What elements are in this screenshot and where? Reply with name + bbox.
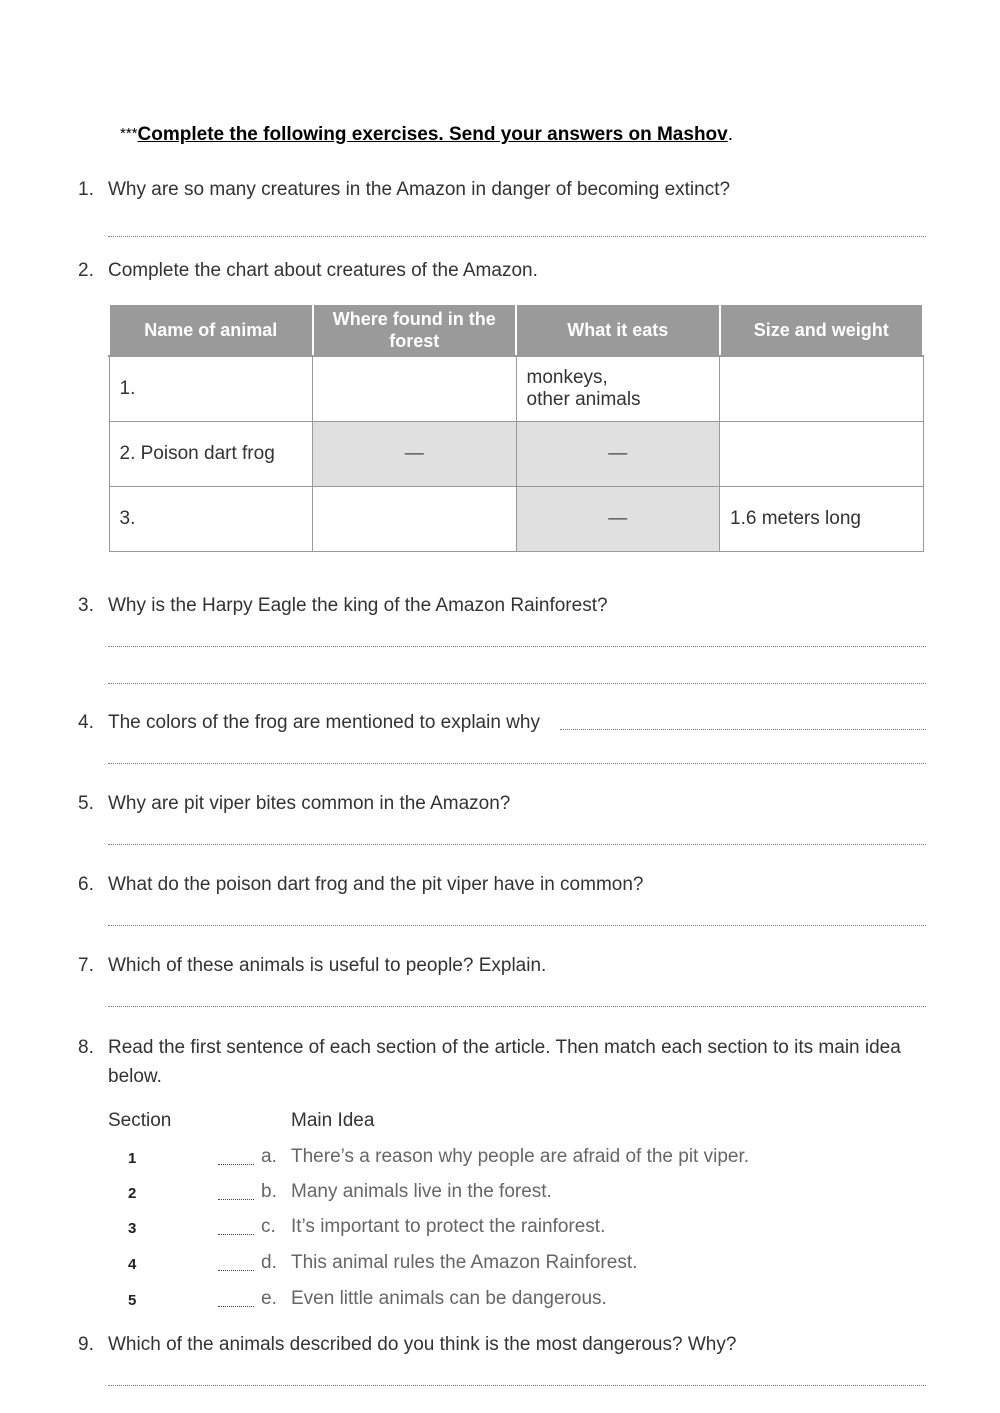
question-9 bbox=[78, 1334, 736, 1356]
question-8-text-line1: Read the first sentence of each section of the article. Then match each section to its main idea bbox=[108, 1037, 901, 1058]
question-1-text: Why are so many creatures in the Amazon in danger of becoming extinct? bbox=[108, 179, 731, 200]
question-9-number: 9. bbox=[78, 1334, 94, 1355]
chart-row-3 bbox=[109, 487, 923, 552]
instruction-stars: *** bbox=[120, 125, 138, 142]
chart-cell-eats bbox=[516, 356, 720, 422]
chart-cell-where[interactable] bbox=[313, 487, 517, 552]
match-row bbox=[108, 1252, 928, 1282]
match-row bbox=[108, 1181, 928, 1211]
question-4 bbox=[78, 712, 540, 734]
answer-line-q1[interactable] bbox=[108, 236, 926, 237]
chart-row-1 bbox=[109, 356, 923, 422]
question-9-text: Which of the animals described do you think is the most dangerous? Why? bbox=[108, 1334, 737, 1355]
answer-line-q4-a[interactable] bbox=[560, 729, 926, 730]
match-letter: c. bbox=[261, 1216, 276, 1237]
chart-cell-eats: — bbox=[516, 422, 720, 487]
answer-line-q3-a[interactable] bbox=[108, 646, 926, 647]
match-answer-blank[interactable] bbox=[218, 1256, 254, 1271]
chart-header-eats: What it eats bbox=[516, 304, 720, 356]
match-section-number: 1 bbox=[128, 1150, 137, 1167]
answer-line-q6[interactable] bbox=[108, 925, 926, 926]
match-section-number: 4 bbox=[128, 1256, 137, 1273]
match-letter: b. bbox=[261, 1181, 277, 1202]
match-answer-blank[interactable] bbox=[218, 1220, 254, 1235]
match-idea: It’s important to protect the rainforest. bbox=[291, 1216, 606, 1237]
question-3 bbox=[78, 595, 608, 617]
question-5 bbox=[78, 793, 510, 815]
question-4-number: 4. bbox=[78, 712, 94, 733]
question-3-number: 3. bbox=[78, 595, 94, 616]
match-section-number: 5 bbox=[128, 1292, 137, 1309]
answer-line-q7[interactable] bbox=[108, 1006, 926, 1007]
match-idea: There’s a reason why people are afraid of the pit viper. bbox=[291, 1146, 750, 1167]
answer-line-q5[interactable] bbox=[108, 844, 926, 845]
match-idea: Even little animals can be dangerous. bbox=[291, 1288, 607, 1309]
question-5-number: 5. bbox=[78, 793, 94, 814]
question-8-number: 8. bbox=[78, 1037, 94, 1058]
instruction-period: . bbox=[727, 124, 734, 145]
match-section-number: 2 bbox=[128, 1185, 137, 1202]
instruction-text: Complete the following exercises. Send your answers on Mashov bbox=[137, 124, 728, 145]
match-letter: e. bbox=[261, 1288, 277, 1309]
question-2-number: 2. bbox=[78, 260, 94, 281]
instruction bbox=[120, 124, 733, 146]
chart-cell-eats-line1: monkeys, bbox=[526, 367, 608, 388]
question-7-number: 7. bbox=[78, 955, 94, 976]
question-1-number: 1. bbox=[78, 179, 94, 200]
question-2-text: Complete the chart about creatures of the Amazon. bbox=[108, 260, 538, 281]
section-label: Section bbox=[108, 1110, 172, 1131]
question-5-text: Why are pit viper bites common in the Amazon? bbox=[108, 793, 511, 814]
answer-line-q4-b[interactable] bbox=[108, 763, 926, 764]
question-8 bbox=[78, 1037, 938, 1059]
question-2 bbox=[78, 260, 538, 282]
chart-header-where: Where found in the forest bbox=[313, 304, 517, 356]
question-7-text: Which of these animals is useful to people? Explain. bbox=[108, 955, 547, 976]
match-row bbox=[108, 1216, 928, 1246]
question-4-text: The colors of the frog are mentioned to explain why bbox=[108, 712, 540, 733]
question-6 bbox=[78, 874, 643, 896]
chart-row-2 bbox=[109, 422, 923, 487]
match-row bbox=[108, 1146, 928, 1176]
match-section-number: 3 bbox=[128, 1220, 137, 1237]
chart-cell-size[interactable] bbox=[720, 356, 924, 422]
answer-line-q3-b[interactable] bbox=[108, 683, 926, 684]
chart-cell-eats: — bbox=[516, 487, 720, 552]
chart-cell-name: 1. bbox=[109, 356, 313, 422]
question-3-text: Why is the Harpy Eagle the king of the Amazon Rainforest? bbox=[108, 595, 608, 616]
chart-header-name: Name of animal bbox=[109, 304, 313, 356]
question-6-number: 6. bbox=[78, 874, 94, 895]
chart-header-size: Size and weight bbox=[720, 304, 924, 356]
animals-chart bbox=[108, 303, 924, 552]
question-8-line2: below. bbox=[108, 1066, 162, 1087]
match-answer-blank[interactable] bbox=[218, 1292, 254, 1307]
chart-cell-eats-line2: other animals bbox=[526, 389, 641, 410]
chart-cell-where[interactable] bbox=[313, 356, 517, 422]
question-7 bbox=[78, 955, 546, 977]
match-letter: a. bbox=[261, 1146, 277, 1167]
chart-cell-size[interactable] bbox=[720, 422, 924, 487]
answer-line-q9[interactable] bbox=[108, 1385, 926, 1386]
question-6-text: What do the poison dart frog and the pit viper have in common? bbox=[108, 874, 644, 895]
match-row bbox=[108, 1288, 928, 1318]
chart-cell-name: 3. bbox=[109, 487, 313, 552]
match-letter: d. bbox=[261, 1252, 277, 1273]
match-idea: This animal rules the Amazon Rainforest. bbox=[291, 1252, 638, 1273]
chart-header-row bbox=[109, 304, 923, 356]
chart-cell-where: — bbox=[313, 422, 517, 487]
match-idea: Many animals live in the forest. bbox=[291, 1181, 552, 1202]
question-1 bbox=[78, 179, 730, 201]
main-idea-label: Main Idea bbox=[291, 1110, 375, 1131]
match-answer-blank[interactable] bbox=[218, 1150, 254, 1165]
match-answer-blank[interactable] bbox=[218, 1185, 254, 1200]
chart-cell-name: 2. Poison dart frog bbox=[109, 422, 313, 487]
chart-cell-size: 1.6 meters long bbox=[720, 487, 924, 552]
